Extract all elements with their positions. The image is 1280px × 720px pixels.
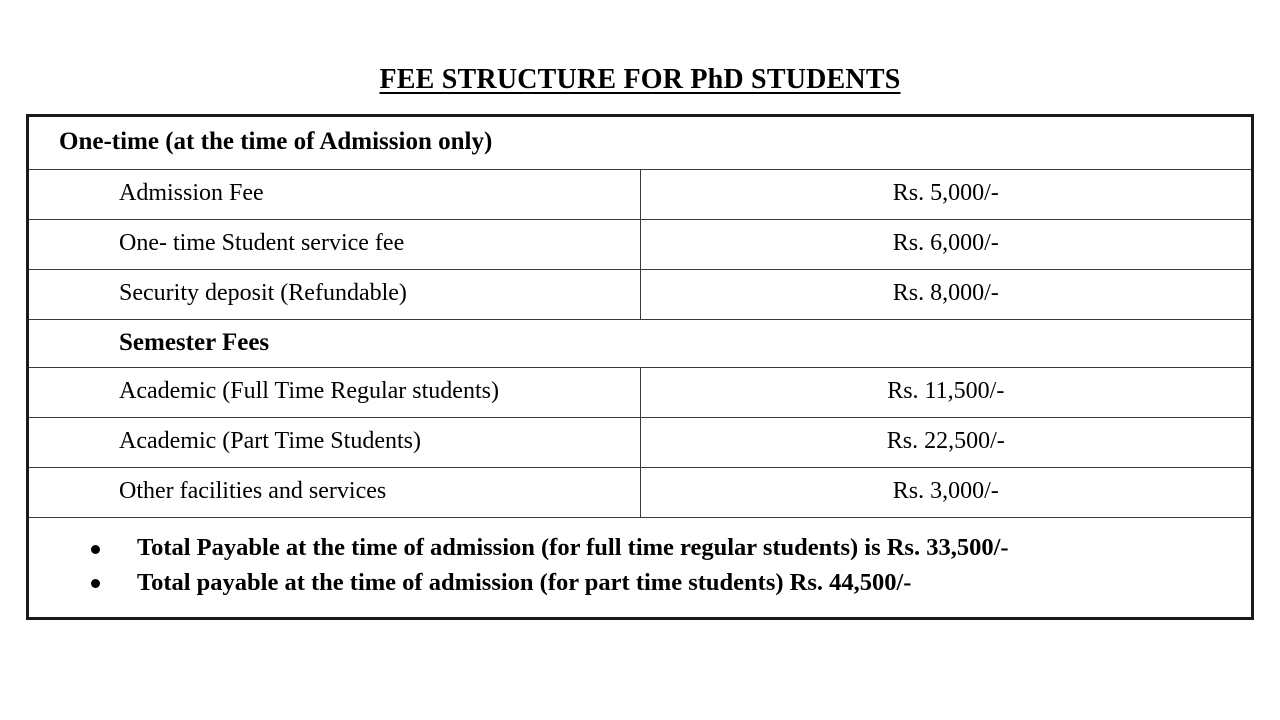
fee-item-label: One- time Student service fee xyxy=(28,220,641,270)
fee-item-label: Academic (Part Time Students) xyxy=(28,418,641,468)
table-section-header-row xyxy=(28,320,1253,368)
note-text: Total payable at the time of admission (for part time students) Rs. 44,500/- xyxy=(137,568,912,596)
fee-item-amount: Rs. 6,000/- xyxy=(640,220,1253,270)
fee-item-amount: Rs. 11,500/- xyxy=(640,368,1253,418)
section-heading-semester-fees: Semester Fees xyxy=(28,320,1253,368)
note-text: Total Payable at the time of admission (for full time regular students) is Rs. 33,500/- xyxy=(137,534,1009,561)
table-notes-row xyxy=(28,518,1253,619)
fee-structure-table xyxy=(26,114,1254,620)
table-section-header-row xyxy=(28,116,1253,170)
fee-item-label: Security deposit (Refundable) xyxy=(28,270,641,320)
section-heading-one-time: One-time (at the time of Admission only) xyxy=(28,116,1253,170)
table-row xyxy=(28,368,1253,418)
table-row xyxy=(28,418,1253,468)
bullet-icon xyxy=(91,579,100,588)
page-title-container xyxy=(0,0,1280,114)
fee-table-body xyxy=(28,116,1253,619)
bullet-icon xyxy=(91,545,100,554)
table-row xyxy=(28,270,1253,320)
totals-note-list xyxy=(29,532,1231,599)
table-row xyxy=(28,220,1253,270)
fee-item-amount: Rs. 5,000/- xyxy=(640,170,1253,220)
fee-item-label: Academic (Full Time Regular students) xyxy=(28,368,641,418)
fee-item-label: Admission Fee xyxy=(28,170,641,220)
list-item xyxy=(29,532,1231,565)
fee-item-amount: Rs. 22,500/- xyxy=(640,418,1253,468)
fee-item-amount: Rs. 8,000/- xyxy=(640,270,1253,320)
fee-item-amount: Rs. 3,000/- xyxy=(640,468,1253,518)
table-row xyxy=(28,468,1253,518)
list-item xyxy=(29,567,1231,600)
page-title: FEE STRUCTURE FOR PhD STUDENTS xyxy=(379,64,901,95)
fee-item-label: Other facilities and services xyxy=(28,468,641,518)
table-row xyxy=(28,170,1253,220)
notes-container xyxy=(28,518,1253,619)
